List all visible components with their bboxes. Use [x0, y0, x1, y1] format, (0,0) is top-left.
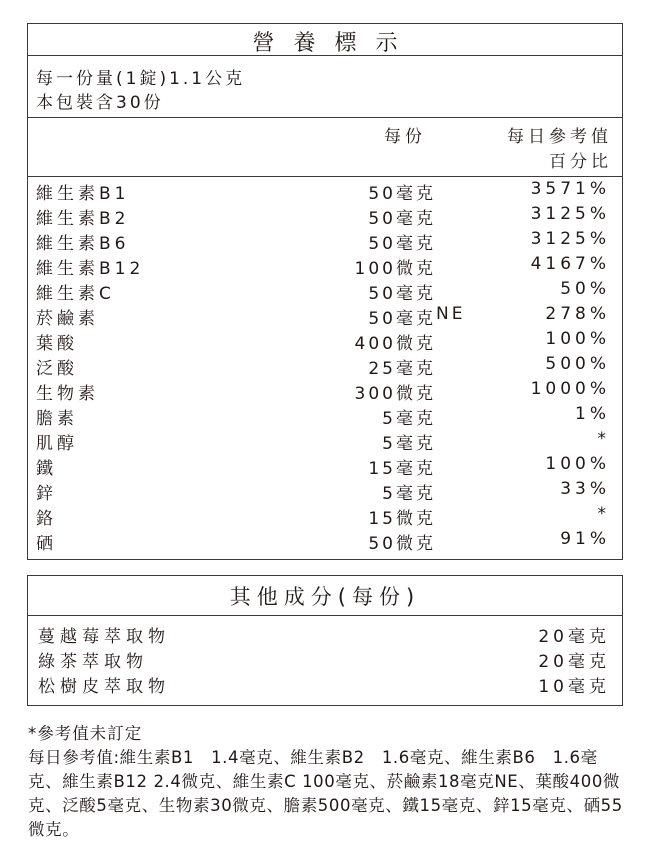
- nutrient-daily-value: 4167%: [530, 254, 610, 274]
- nutrient-amount: 50微克: [368, 534, 436, 554]
- nutrient-row: [28, 204, 622, 229]
- nutrient-daily-value: 91%: [560, 529, 610, 549]
- nutrient-daily-value: 1000%: [530, 379, 610, 399]
- nutrient-name: 生物素: [36, 384, 99, 404]
- nutrient-row: [28, 279, 622, 304]
- nutrient-name: 鋅: [36, 484, 57, 504]
- nutrient-amount: 25毫克: [368, 359, 436, 379]
- nutrition-table: [27, 23, 623, 560]
- nutrient-amount: 50毫克: [368, 234, 436, 254]
- nutrient-name: 葉酸: [36, 334, 78, 354]
- nutrient-daily-value: 33%: [560, 479, 610, 499]
- ingredient-row: [28, 672, 622, 697]
- nutrient-daily-value: 50%: [560, 279, 610, 299]
- nutrient-row: [28, 329, 622, 354]
- nutrient-amount: 5毫克: [382, 409, 436, 429]
- nutrient-daily-value: 3125%: [530, 204, 610, 224]
- nutrient-row: [28, 404, 622, 429]
- nutrient-daily-value: 3571%: [530, 179, 610, 199]
- nutrition-title: 營養標示: [252, 31, 417, 56]
- nutrient-row: [28, 179, 622, 204]
- ingredient-amount: 10毫克: [538, 677, 610, 697]
- nutrient-name: 泛酸: [36, 359, 78, 379]
- nutrient-name: 維生素B12: [36, 259, 145, 279]
- nutrient-name: 鐵: [36, 459, 57, 479]
- divider: [28, 55, 622, 56]
- nutrient-amount: 300微克: [354, 384, 436, 404]
- nutrient-amount: 50毫克: [368, 284, 436, 304]
- footnote-not-established: *參考值未訂定: [28, 724, 143, 743]
- nutrient-row: [28, 254, 622, 279]
- nutrient-amount: 50毫克: [368, 184, 436, 204]
- nutrient-daily-value: 278%: [545, 304, 610, 324]
- nutrient-daily-value: 100%: [545, 329, 610, 349]
- divider: [28, 117, 622, 118]
- nutrient-row: [28, 354, 622, 379]
- ingredient-amount: 20毫克: [538, 652, 610, 672]
- nutrient-daily-value: *: [597, 504, 610, 524]
- ingredient-amount: 20毫克: [538, 627, 610, 647]
- nutrient-amount: 50毫克: [368, 209, 436, 229]
- nutrient-name: 硒: [36, 534, 57, 554]
- nutrient-row: [28, 479, 622, 504]
- nutrient-daily-value: 100%: [545, 454, 610, 474]
- nutrient-row: [28, 429, 622, 454]
- nutrient-amount: 100微克: [354, 259, 436, 279]
- other-ingredients-table: [27, 575, 623, 706]
- nutrient-daily-value: 3125%: [530, 229, 610, 249]
- ingredient-row: [28, 647, 622, 672]
- serving-size: 每一份量(1錠)1.1公克: [36, 69, 246, 89]
- nutrient-daily-value: 500%: [545, 354, 610, 374]
- nutrient-daily-value: 1%: [575, 404, 610, 424]
- ingredient-row: [28, 622, 622, 647]
- nutrient-amount: 15毫克: [368, 459, 436, 479]
- divider: [28, 176, 622, 177]
- ingredient-name: 綠茶萃取物: [38, 652, 148, 672]
- nutrient-row: [28, 379, 622, 404]
- nutrient-row: [28, 504, 622, 529]
- nutrient-unit-suffix: NE: [436, 304, 466, 324]
- ingredient-name: 蔓越莓萃取物: [38, 627, 170, 647]
- nutrient-row: [28, 454, 622, 479]
- nutrient-row: [28, 229, 622, 254]
- divider: [28, 615, 622, 616]
- nutrient-amount: 5毫克: [382, 434, 436, 454]
- nutrient-amount: 15微克: [368, 509, 436, 529]
- nutrient-amount: 50毫克: [368, 309, 436, 329]
- nutrient-amount: 400微克: [354, 334, 436, 354]
- nutrient-name: 維生素B6: [36, 234, 130, 254]
- nutrient-amount: 5毫克: [382, 484, 436, 504]
- column-header-percent: 百分比: [549, 152, 612, 172]
- nutrient-name: 維生素B2: [36, 209, 130, 229]
- footnote-daily-values: 每日參考值:維生素B1 1.4毫克、維生素B2 1.6毫克、維生素B6 1.6毫克、維生素B12 2.4微克、維生素C 100毫克、菸鹼素18毫克NE、葉酸400微克、泛酸5毫克、生物素30微克、膽素500毫克、鐵15毫克、鋅15毫克、硒55微克。: [28, 748, 623, 839]
- nutrient-name: 膽素: [36, 409, 78, 429]
- nutrient-row: [28, 304, 622, 329]
- nutrient-daily-value: *: [597, 429, 610, 449]
- nutrient-name: 菸鹼素: [36, 309, 99, 329]
- nutrient-name: 肌醇: [36, 434, 78, 454]
- column-header-daily-value: 每日參考值: [507, 127, 612, 147]
- nutrient-row: [28, 529, 622, 554]
- other-ingredients-title: 其他成分(每份): [229, 585, 421, 609]
- servings-per-package: 本包裝含30份: [36, 93, 164, 113]
- footnote: [28, 722, 628, 842]
- nutrient-name: 維生素C: [36, 284, 115, 304]
- ingredient-name: 松樹皮萃取物: [38, 677, 170, 697]
- nutrient-name: 維生素B1: [36, 184, 130, 204]
- nutrient-name: 鉻: [36, 509, 57, 529]
- column-header-per-serving: 每份: [384, 127, 426, 147]
